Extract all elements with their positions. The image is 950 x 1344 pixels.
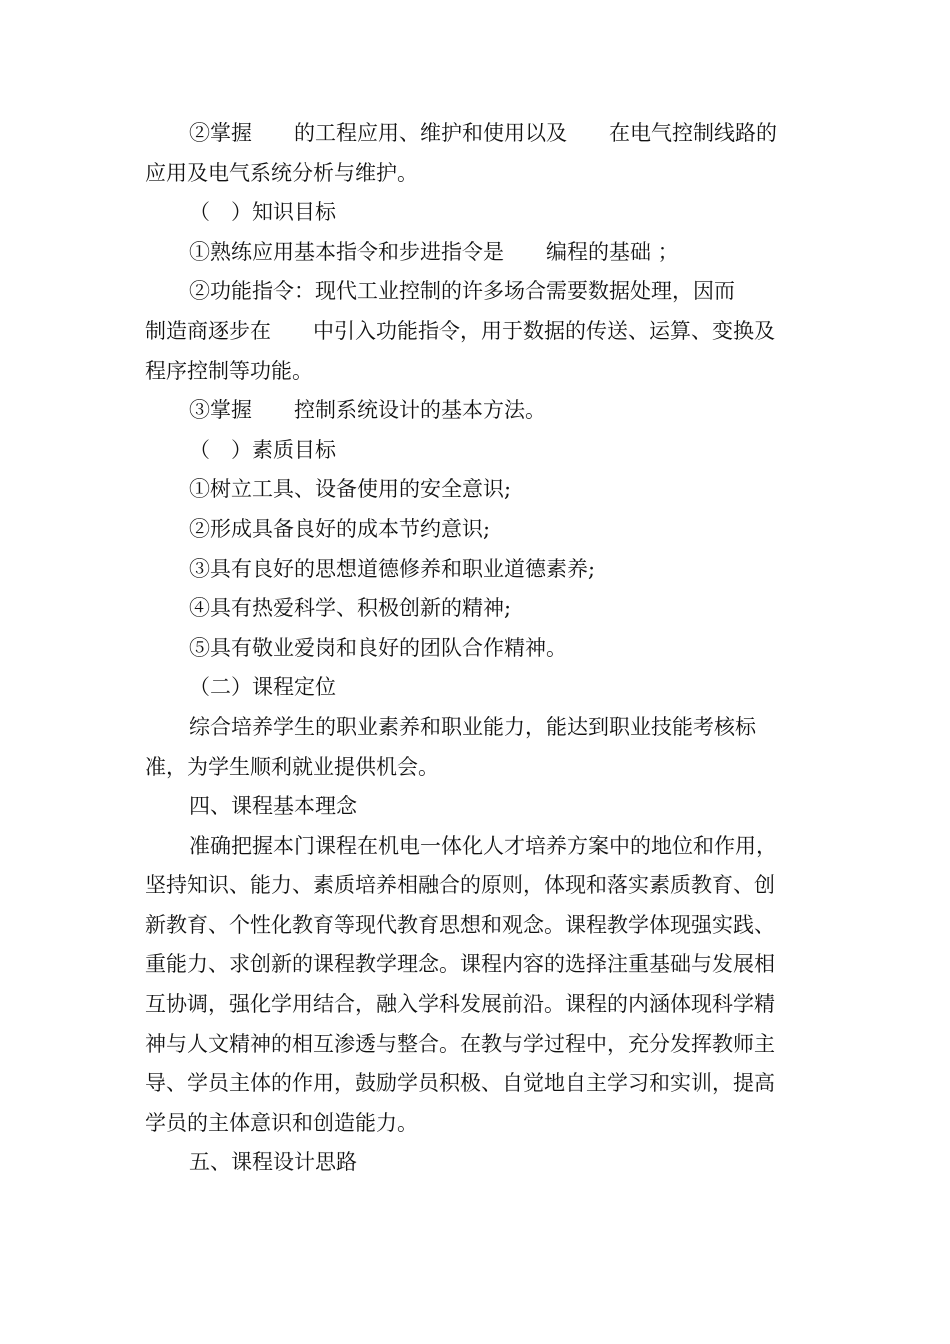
text-line: 制造商逐步在 中引入功能指令，用于数据的传送、运算、变换及 [145, 318, 775, 343]
list-item: ①树立工具、设备使用的安全意识; [189, 477, 512, 502]
section-heading: 四、课程基本理念 [189, 794, 357, 819]
section-heading: 五、课程设计思路 [189, 1150, 357, 1175]
list-item: ③具有良好的思想道德修养和职业道德素养; [189, 556, 596, 581]
text-line: 重能力、求创新的课程教学理念。课程内容的选择注重基础与发展相 [145, 952, 775, 977]
text-line: 互协调，强化学用结合，融入学科发展前沿。课程的内涵体现科学精 [145, 992, 775, 1017]
text-line: ③掌握 控制系统设计的基本方法。 [189, 398, 546, 423]
text-line: 准，为学生顺利就业提供机会。 [145, 754, 439, 779]
section-heading: （ ）素质目标 [189, 437, 336, 462]
text-line: ①熟练应用基本指令和步进指令是 编程的基础 ； [189, 239, 679, 264]
text-line: 导、学员主体的作用，鼓励学员积极、自觉地自主学习和实训，提高 [145, 1071, 775, 1096]
text-line: ②掌握 的工程应用、维护和使用以及 在电气控制线路的 [189, 121, 777, 145]
section-heading: （二）课程定位 [189, 675, 336, 700]
list-item: ④具有热爱科学、积极创新的精神; [189, 596, 512, 621]
text-line: 学员的主体意识和创造能力。 [145, 1110, 418, 1135]
section-heading: （ ）知识目标 [189, 200, 336, 225]
document-body [145, 114, 807, 1183]
text-line: 坚持知识、能力、素质培养相融合的原则，体现和落实素质教育、创 [145, 873, 775, 898]
text-line: 程序控制等功能。 [145, 358, 313, 383]
text-line: 综合培养学生的职业素养和职业能力，能达到职业技能考核标 [189, 714, 756, 739]
text-line: 神与人文精神的相互渗透与整合。在教与学过程中，充分发挥教师主 [145, 1031, 775, 1056]
text-line: 应用及电气系统分析与维护。 [145, 160, 418, 185]
list-item: ②形成具备良好的成本节约意识; [189, 516, 491, 541]
text-line: 新教育、个性化教育等现代教育思想和观念。课程教学体现强实践、 [145, 912, 775, 937]
text-line: 准确把握本门课程在机电一体化人才培养方案中的地位和作用， [189, 833, 777, 858]
list-item: ⑤具有敬业爱岗和良好的团队合作精神。 [189, 635, 567, 660]
text-line: ②功能指令：现代工业控制的许多场合需要数据处理，因而 [189, 279, 735, 304]
